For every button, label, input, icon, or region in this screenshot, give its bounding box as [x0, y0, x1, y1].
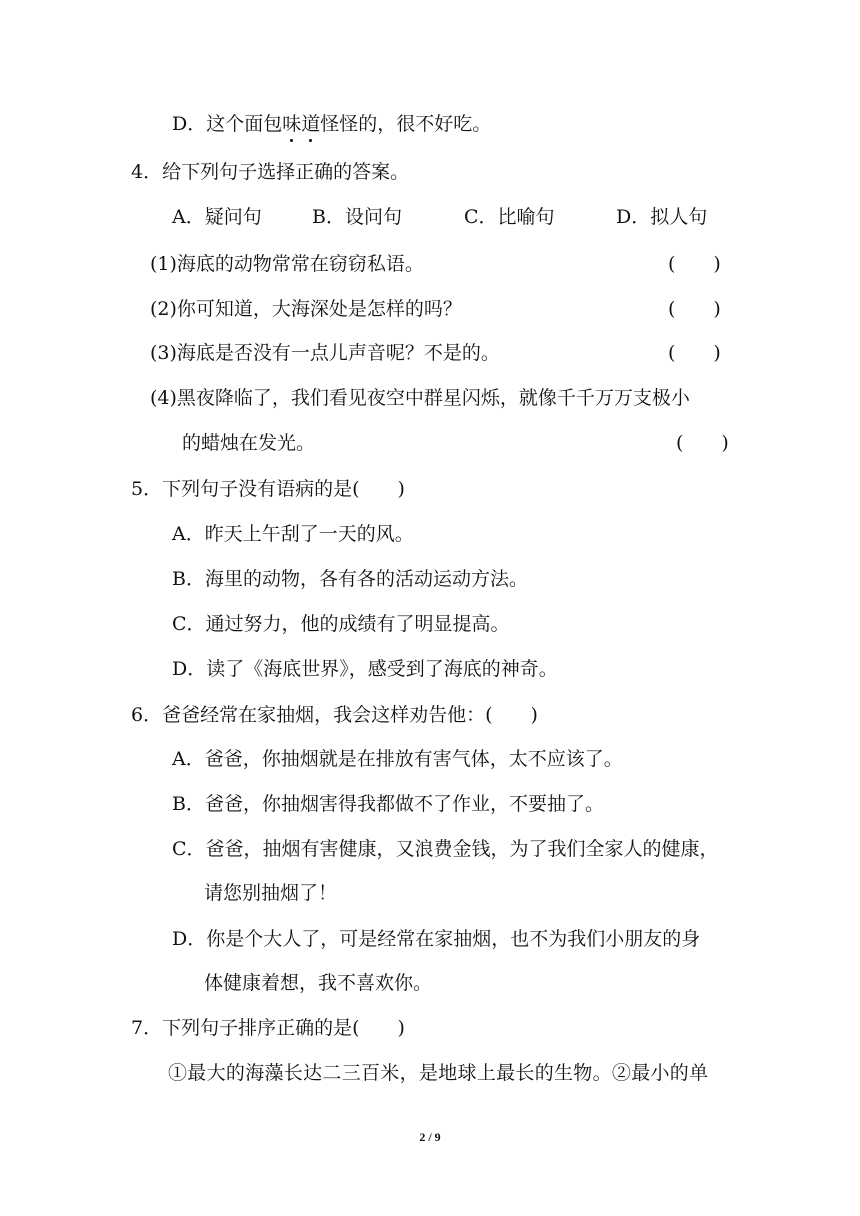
- q3-option-d-suffix: 怪怪的，很不好吃。: [320, 113, 492, 135]
- page-number: 2 / 9: [419, 1130, 441, 1144]
- q6-option-d-cont: 体健康着想，我不喜欢你。: [204, 972, 433, 994]
- q4-item-4: (4)黑夜降临了，我们看见夜空中群星闪烁，就像千千万万支极小: [150, 387, 690, 409]
- q4-stem: 4．给下列句子选择正确的答案。: [131, 161, 410, 183]
- q7-stem: 7．下列句子排序正确的是( ): [131, 1017, 405, 1039]
- q4-item-2: (2)你可知道，大海深处是怎样的吗？: [150, 298, 462, 320]
- q4-item-1: (1)海底的动物常常在窃窃私语。: [150, 253, 424, 275]
- emphasized-char: 道: [301, 113, 321, 135]
- q4-item-3: (3)海底是否没有一点儿声音呢？不是的。: [150, 342, 500, 364]
- q5-option-b: B．海里的动物，各有各的活动运动方法。: [172, 568, 528, 590]
- q4-answer-blank-1[interactable]: ( ): [668, 253, 721, 275]
- q5-option-d: D．读了《海底世界》，感受到了海底的神奇。: [172, 658, 558, 680]
- q4-option-d: D．拟人句: [616, 206, 708, 228]
- q6-option-c: C．爸爸，抽烟有害健康，又浪费金钱，为了我们全家人的健康，: [172, 838, 719, 860]
- q3-option-d-prefix: D．这个面包: [172, 113, 283, 135]
- q4-answer-blank-4[interactable]: ( ): [676, 432, 729, 454]
- q4-answer-blank-3[interactable]: ( ): [668, 342, 721, 364]
- q4-answer-blank-2[interactable]: ( ): [668, 298, 721, 320]
- q4-option-b: B．设问句: [312, 206, 402, 228]
- q5-stem: 5．下列句子没有语病的是( ): [131, 478, 405, 500]
- q6-option-c-cont: 请您别抽烟了！: [204, 882, 338, 904]
- q5-option-c: C．通过努力，他的成绩有了明显提高。: [172, 613, 510, 635]
- emphasized-char: 味: [282, 113, 302, 135]
- q5-option-a: A．昨天上午刮了一天的风。: [172, 523, 414, 545]
- q6-option-a: A．爸爸，你抽烟就是在排放有害气体，太不应该了。: [172, 748, 623, 770]
- q6-option-b: B．爸爸，你抽烟害得我都做不了作业，不要抽了。: [172, 793, 604, 815]
- q3-option-d: [172, 112, 491, 136]
- q4-option-c: C．比喻句: [464, 206, 555, 228]
- q4-option-a: A．疑问句: [172, 206, 262, 228]
- q6-option-d: D．你是个大人了，可是经常在家抽烟，也不为我们小朋友的身: [172, 928, 701, 950]
- q4-item-4-cont: 的蜡烛在发光。: [182, 432, 316, 454]
- q6-stem: 6．爸爸经常在家抽烟，我会这样劝告他：( ): [131, 704, 538, 726]
- q7-passage-line-1: ①最大的海藻长达二三百米，是地球上最长的生物。②最小的单: [168, 1062, 709, 1084]
